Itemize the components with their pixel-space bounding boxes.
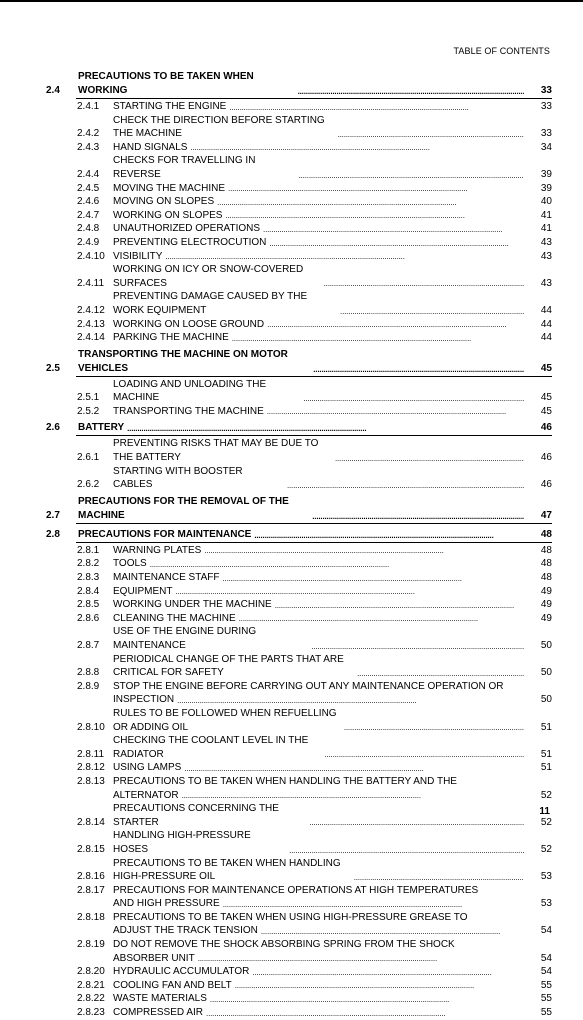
section-title: TRANSPORTING THE MACHINE ON MOTOR VEHICLES bbox=[78, 348, 291, 374]
leader-dots bbox=[177, 697, 524, 705]
section-page: 46 bbox=[540, 422, 552, 434]
toc-entry[interactable] bbox=[46, 557, 552, 571]
leader-dots bbox=[228, 185, 524, 193]
page-number: 11 bbox=[539, 806, 550, 817]
entry-title: CLEANING THE MACHINE bbox=[113, 612, 236, 624]
entry-number: 2.4.10 bbox=[77, 250, 105, 262]
entry-title: MAINTENANCE STAFF bbox=[113, 572, 220, 584]
leader-dots bbox=[335, 455, 524, 463]
entry-number: 2.8.12 bbox=[77, 762, 105, 774]
entry-title: MOVING THE MACHINE bbox=[113, 182, 226, 194]
entry-page: 48 bbox=[540, 558, 552, 570]
leader-dots bbox=[198, 955, 524, 963]
leader-dots bbox=[261, 928, 524, 936]
section-title: PRECAUTIONS FOR THE REMOVAL OF THE MACHINE bbox=[78, 495, 292, 521]
entry-number: 2.8.22 bbox=[77, 993, 105, 1005]
entry-page: 55 bbox=[540, 1007, 552, 1019]
entry-number: 2.8.18 bbox=[77, 911, 105, 923]
toc-entry[interactable] bbox=[46, 378, 552, 405]
running-header: TABLE OF CONTENTS bbox=[453, 46, 550, 56]
toc-entry[interactable] bbox=[46, 195, 552, 209]
entry-number: 2.4.12 bbox=[77, 304, 105, 316]
entry-title: WASTE MATERIALS bbox=[113, 993, 207, 1005]
toc-entry[interactable] bbox=[46, 653, 552, 680]
entry-number: 2.8.2 bbox=[77, 558, 100, 570]
toc-entry[interactable] bbox=[46, 182, 552, 196]
entry-title-continued: AND HIGH PRESSURE bbox=[113, 898, 220, 910]
entry-title: EQUIPMENT bbox=[113, 585, 173, 597]
leader-dots bbox=[267, 321, 524, 329]
toc-entry[interactable] bbox=[46, 965, 552, 979]
section-number: 2.6 bbox=[46, 422, 60, 434]
entry-number: 2.4.1 bbox=[77, 101, 100, 112]
toc-entry[interactable] bbox=[46, 405, 552, 419]
entry-title: MOVING ON SLOPES bbox=[113, 196, 215, 208]
entry-page: 53 bbox=[540, 898, 552, 910]
toc-entry[interactable] bbox=[46, 331, 552, 345]
entry-page: 55 bbox=[540, 979, 552, 991]
entry-page: 46 bbox=[540, 452, 552, 464]
toc-entry[interactable] bbox=[46, 114, 552, 141]
entry-page: 50 bbox=[540, 694, 552, 706]
toc-entry[interactable] bbox=[46, 100, 552, 114]
entry-page: 54 bbox=[540, 925, 552, 937]
entry-page: 45 bbox=[540, 392, 552, 404]
entry-title: PRECAUTIONS TO BE TAKEN WHEN HANDLING THE BATTERY AND THE bbox=[113, 775, 457, 787]
leader-dots bbox=[175, 588, 524, 596]
toc-entry[interactable] bbox=[46, 290, 552, 317]
entry-number: 2.6.2 bbox=[77, 479, 100, 491]
section-title: PRECAUTIONS FOR MAINTENANCE bbox=[78, 528, 252, 540]
entry-title: HYDRAULIC ACCUMULATOR bbox=[113, 966, 250, 978]
toc-major-entry[interactable] bbox=[46, 528, 552, 542]
leader-dots bbox=[289, 847, 524, 855]
entry-number: 2.4.5 bbox=[77, 182, 100, 194]
entry-number: 2.4.2 bbox=[77, 128, 100, 140]
entry-number: 2.4.6 bbox=[77, 196, 100, 208]
toc-section bbox=[46, 348, 552, 419]
entry-title: PRECAUTIONS CONCERNING THE STARTER bbox=[113, 803, 282, 828]
toc-entry[interactable] bbox=[46, 612, 552, 626]
toc-entry[interactable] bbox=[46, 857, 552, 884]
toc-entry[interactable] bbox=[46, 829, 552, 856]
entry-title: COMPRESSED AIR bbox=[113, 1007, 204, 1019]
toc-entry[interactable] bbox=[46, 544, 552, 558]
leader-dots bbox=[229, 104, 524, 112]
toc-entry[interactable] bbox=[46, 911, 552, 938]
entry-number: 2.8.4 bbox=[77, 585, 100, 597]
toc-entry[interactable] bbox=[46, 236, 552, 250]
section-page: 47 bbox=[540, 509, 552, 521]
toc-entry[interactable] bbox=[46, 938, 552, 965]
leader-dots bbox=[338, 131, 524, 139]
entry-page: 39 bbox=[540, 182, 552, 194]
section-title: PRECAUTIONS TO BE TAKEN WHEN WORKING bbox=[78, 71, 257, 96]
entry-title: PREVENTING ELECTROCUTION bbox=[113, 236, 267, 248]
entry-page: 43 bbox=[540, 236, 552, 248]
entry-page: 51 bbox=[540, 762, 552, 774]
entry-page: 53 bbox=[540, 871, 552, 883]
entry-number: 2.8.20 bbox=[77, 966, 105, 978]
leader-dots bbox=[184, 765, 524, 773]
entry-title: STOP THE ENGINE BEFORE CARRYING OUT ANY MAINTENANCE OPERATION OR bbox=[113, 680, 504, 692]
entry-number: 2.4.9 bbox=[77, 236, 100, 248]
leader-dots bbox=[344, 724, 524, 732]
toc-major-entry[interactable] bbox=[46, 421, 552, 435]
entry-page: 44 bbox=[540, 332, 552, 344]
entry-page: 33 bbox=[540, 128, 552, 140]
entry-page: 41 bbox=[540, 209, 552, 221]
toc-major-entry[interactable] bbox=[46, 495, 552, 523]
leader-dots bbox=[324, 280, 524, 288]
entry-page: 44 bbox=[540, 304, 552, 316]
entry-page: 43 bbox=[540, 250, 552, 262]
entry-title: UNAUTHORIZED OPERATIONS bbox=[113, 223, 261, 235]
entry-number: 2.8.3 bbox=[77, 572, 100, 584]
leader-dots bbox=[239, 615, 524, 623]
toc-entry[interactable] bbox=[46, 585, 552, 599]
entry-title: TRANSPORTING THE MACHINE bbox=[113, 405, 264, 417]
leader-dots bbox=[303, 395, 524, 403]
top-rule bbox=[0, 0, 583, 2]
entry-page: 33 bbox=[540, 101, 552, 112]
toc-entry[interactable] bbox=[46, 625, 552, 652]
entry-title: PERIODICAL CHANGE OF THE PARTS THAT ARE CRITICAL FOR SAFETY bbox=[113, 653, 347, 679]
entry-page: 44 bbox=[540, 318, 552, 330]
toc-entry[interactable] bbox=[46, 680, 552, 707]
entry-title: PREVENTING RISKS THAT MAY BE DUE TO THE BATTERY bbox=[113, 438, 322, 464]
entry-title: LOADING AND UNLOADING THE MACHINE bbox=[113, 378, 269, 404]
entry-title: WORKING ON ICY OR SNOW-COVERED SURFACES bbox=[113, 264, 306, 289]
toc-entry[interactable] bbox=[46, 598, 552, 612]
entry-number: 2.8.10 bbox=[77, 721, 105, 733]
toc-entry[interactable] bbox=[46, 154, 552, 181]
entry-title: CHECKING THE COOLANT LEVEL IN THE RADIATOR bbox=[113, 735, 312, 760]
entry-title: CHECKS FOR TRAVELLING IN REVERSE bbox=[113, 155, 259, 180]
entry-number: 2.8.7 bbox=[77, 640, 100, 651]
entry-title: DO NOT REMOVE THE SHOCK ABSORBING SPRING FROM THE SHOCK bbox=[113, 939, 455, 951]
section-number: 2.8 bbox=[46, 528, 60, 540]
entry-number: 2.8.21 bbox=[77, 979, 105, 991]
entry-title: VISIBILITY bbox=[113, 250, 163, 262]
entry-title: WORKING ON LOOSE GROUND bbox=[113, 318, 265, 330]
entry-title-continued: INSPECTION bbox=[113, 694, 175, 706]
toc-entry[interactable] bbox=[46, 437, 552, 464]
entry-number: 2.4.3 bbox=[77, 141, 100, 153]
leader-dots bbox=[311, 643, 524, 651]
leader-dots bbox=[299, 172, 524, 180]
leader-dots bbox=[254, 532, 524, 540]
entry-page: 48 bbox=[540, 544, 552, 556]
entry-title: WARNING PLATES bbox=[113, 544, 202, 556]
toc-entry[interactable] bbox=[46, 465, 552, 492]
entry-number: 2.8.9 bbox=[77, 680, 100, 692]
leader-dots bbox=[150, 561, 524, 569]
leader-dots bbox=[206, 1010, 524, 1018]
section-page: 48 bbox=[540, 528, 552, 540]
leader-dots bbox=[287, 482, 524, 490]
toc-entry[interactable] bbox=[46, 775, 552, 802]
entry-title-continued: ADJUST THE TRACK TENSION bbox=[113, 925, 258, 937]
toc-entry[interactable] bbox=[46, 884, 552, 911]
entry-page: 48 bbox=[540, 572, 552, 584]
section-page: 33 bbox=[540, 85, 552, 96]
leader-dots bbox=[210, 996, 524, 1004]
entry-number: 2.8.14 bbox=[77, 816, 105, 828]
leader-dots bbox=[312, 513, 524, 521]
entry-number: 2.4.7 bbox=[77, 209, 100, 221]
entry-page: 52 bbox=[540, 843, 552, 855]
entry-title: PARKING THE MACHINE bbox=[113, 332, 229, 344]
toc-entry[interactable] bbox=[46, 734, 552, 761]
toc-entry[interactable] bbox=[46, 222, 552, 236]
leader-dots bbox=[324, 751, 524, 759]
leader-dots bbox=[309, 819, 524, 827]
entry-number: 2.8.23 bbox=[77, 1007, 105, 1019]
entry-number: 2.4.11 bbox=[77, 277, 105, 289]
entry-page: 34 bbox=[540, 141, 552, 153]
entry-title: WORKING ON SLOPES bbox=[113, 209, 223, 221]
entry-page: 52 bbox=[540, 789, 552, 801]
toc-section bbox=[46, 421, 552, 491]
section-number: 2.7 bbox=[46, 509, 60, 521]
leader-dots bbox=[225, 212, 524, 220]
entry-number: 2.8.5 bbox=[77, 599, 100, 611]
entry-number: 2.4.8 bbox=[77, 223, 100, 235]
entry-number: 2.8.16 bbox=[77, 871, 105, 883]
entry-page: 49 bbox=[540, 599, 552, 611]
entry-page: 51 bbox=[540, 721, 552, 733]
toc-section bbox=[46, 495, 552, 525]
leader-dots bbox=[313, 366, 524, 374]
toc-entry[interactable] bbox=[46, 250, 552, 264]
entry-title: WORKING UNDER THE MACHINE bbox=[113, 599, 272, 611]
leader-dots bbox=[127, 425, 524, 433]
toc-section bbox=[46, 528, 552, 1020]
leader-dots bbox=[267, 408, 524, 416]
toc-entry[interactable] bbox=[46, 141, 552, 155]
leader-dots bbox=[222, 575, 524, 583]
leader-dots bbox=[223, 901, 524, 909]
entry-page: 52 bbox=[540, 816, 552, 828]
toc-entry[interactable] bbox=[46, 209, 552, 223]
section-number: 2.4 bbox=[46, 85, 60, 96]
entry-title: PRECAUTIONS FOR MAINTENANCE OPERATIONS AT HIGH TEMPERATURES bbox=[113, 884, 479, 896]
entry-number: 2.8.6 bbox=[77, 612, 100, 624]
entry-number: 2.4.14 bbox=[77, 332, 105, 344]
entry-title: PRECAUTIONS TO BE TAKEN WHEN USING HIGH-PRESSURE GREASE TO bbox=[113, 911, 468, 923]
entry-title: RULES TO BE FOLLOWED WHEN REFUELLING OR ADDING OIL bbox=[113, 707, 340, 733]
leader-dots bbox=[182, 792, 524, 800]
entry-page: 54 bbox=[540, 966, 552, 978]
entry-title-continued: ALTERNATOR bbox=[113, 789, 179, 801]
entry-number: 2.8.17 bbox=[77, 884, 105, 896]
toc-major-entry[interactable] bbox=[46, 70, 552, 98]
entry-page: 46 bbox=[540, 479, 552, 491]
entry-number: 2.8.19 bbox=[77, 939, 105, 951]
entry-title: CHECK THE DIRECTION BEFORE STARTING THE MACHINE bbox=[113, 114, 328, 140]
toc-entry[interactable] bbox=[46, 979, 552, 993]
entry-number: 2.5.2 bbox=[77, 405, 100, 417]
entry-page: 39 bbox=[540, 168, 552, 180]
section-number: 2.5 bbox=[46, 362, 60, 374]
toc-entry[interactable] bbox=[46, 571, 552, 585]
entry-page: 55 bbox=[540, 993, 552, 1005]
leader-dots bbox=[235, 982, 524, 990]
entry-title: HANDLING HIGH-PRESSURE HOSES bbox=[113, 830, 254, 855]
toc-entry[interactable] bbox=[46, 318, 552, 332]
entry-title: PRECAUTIONS TO BE TAKEN WHEN HANDLING HIGH-PRESSURE OIL bbox=[113, 857, 344, 883]
entry-page: 40 bbox=[540, 196, 552, 208]
leader-dots bbox=[204, 547, 524, 555]
entry-number: 2.8.13 bbox=[77, 775, 105, 787]
leader-dots bbox=[165, 253, 524, 261]
entry-page: 54 bbox=[540, 952, 552, 964]
entry-title-continued: ABSORBER UNIT bbox=[113, 952, 195, 964]
leader-dots bbox=[217, 199, 524, 207]
section-title: BATTERY bbox=[78, 422, 125, 434]
entry-page: 50 bbox=[540, 667, 552, 679]
toc-entry[interactable] bbox=[46, 707, 552, 734]
entry-title: HAND SIGNALS bbox=[113, 141, 188, 153]
entry-number: 2.4.4 bbox=[77, 168, 100, 180]
leader-dots bbox=[275, 602, 524, 610]
section-page: 45 bbox=[540, 362, 552, 374]
entry-number: 2.8.11 bbox=[77, 748, 105, 760]
entry-page: 41 bbox=[540, 223, 552, 235]
entry-number: 2.8.15 bbox=[77, 843, 105, 855]
leader-dots bbox=[190, 144, 524, 152]
toc-entry[interactable] bbox=[46, 802, 552, 829]
entry-page: 50 bbox=[540, 640, 552, 651]
entry-number: 2.6.1 bbox=[77, 452, 100, 464]
leader-dots bbox=[263, 226, 524, 234]
entry-title: STARTING WITH BOOSTER CABLES bbox=[113, 465, 246, 491]
toc-entry[interactable] bbox=[46, 992, 552, 1006]
toc-entry[interactable] bbox=[46, 1006, 552, 1020]
leader-dots bbox=[269, 240, 524, 248]
entry-title: TOOLS bbox=[113, 558, 147, 570]
entry-title: STARTING THE ENGINE bbox=[113, 101, 227, 112]
entry-number: 2.8.1 bbox=[77, 544, 100, 556]
leader-dots bbox=[232, 335, 524, 343]
entry-page: 49 bbox=[540, 585, 552, 597]
entry-page: 43 bbox=[540, 277, 552, 289]
entry-title: COOLING FAN AND BELT bbox=[113, 979, 232, 991]
entry-page: 45 bbox=[540, 405, 552, 417]
entry-number: 2.4.13 bbox=[77, 318, 105, 330]
toc-section bbox=[46, 70, 552, 345]
entry-title: USE OF THE ENGINE DURING MAINTENANCE bbox=[113, 626, 259, 651]
leader-dots bbox=[354, 874, 524, 882]
toc-entry[interactable] bbox=[46, 761, 552, 775]
leader-dots bbox=[252, 969, 524, 977]
toc-major-entry[interactable] bbox=[46, 348, 552, 376]
entry-page: 51 bbox=[540, 748, 552, 760]
leader-dots bbox=[357, 670, 524, 678]
toc-entry[interactable] bbox=[46, 263, 552, 290]
entry-number: 2.5.1 bbox=[77, 392, 100, 404]
leader-dots bbox=[298, 88, 524, 96]
entry-title: PREVENTING DAMAGE CAUSED BY THE WORK EQUIPMENT bbox=[113, 291, 310, 316]
entry-title: USING LAMPS bbox=[113, 762, 182, 774]
entry-number: 2.8.8 bbox=[77, 667, 100, 679]
entry-page: 49 bbox=[540, 612, 552, 624]
leader-dots bbox=[340, 308, 524, 316]
table-of-contents bbox=[46, 70, 552, 1020]
